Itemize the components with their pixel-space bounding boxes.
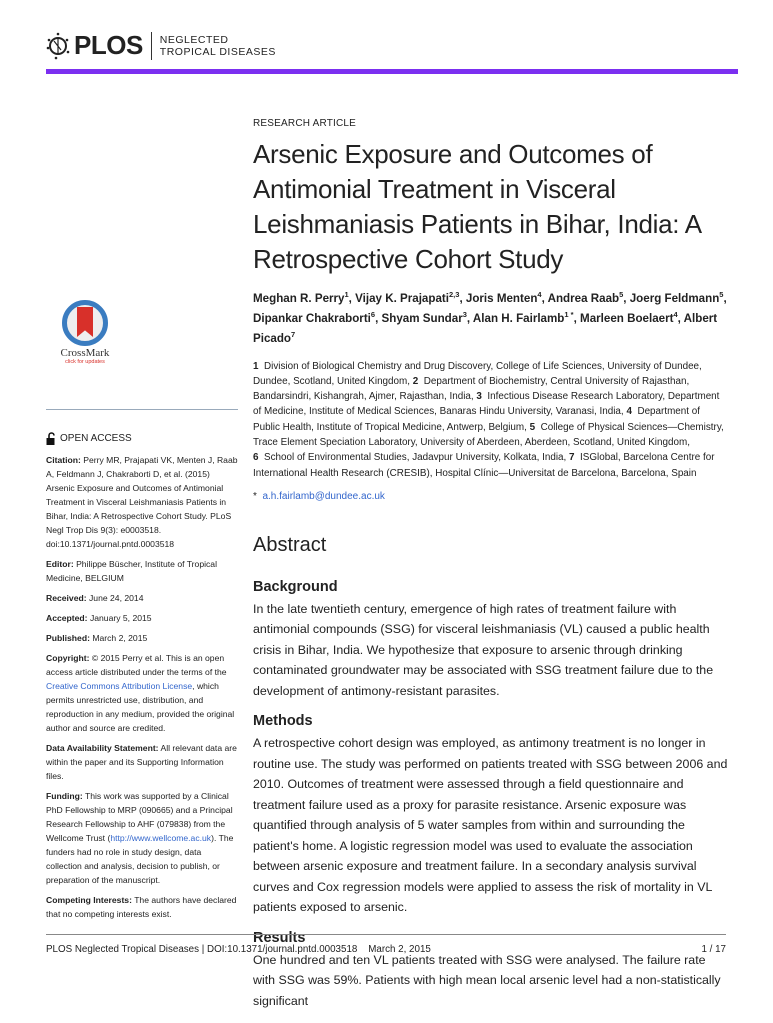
received [46, 591, 238, 605]
wellcome-link[interactable]: http://www.wellcome.ac.uk [110, 833, 212, 843]
author: Albert Picado [253, 311, 718, 345]
open-access-text: OPEN ACCESS [60, 433, 132, 444]
label: Published: [46, 633, 90, 643]
author: Alan H. Fairlamb [472, 311, 565, 325]
license-link[interactable]: Creative Commons Attribution License [46, 681, 193, 691]
value: March 2, 2015 [92, 633, 148, 643]
section-text: A retrospective cohort design was employed, as antimony treatment is no longer in routine use. The study was performed on patients treated with SSG between 2006 and 2010. Outcomes of treatment were assessed through a field questionnaire and treatment failure used as a proxy for parasite resistance. Arsenic exposure was quantified through analysis of 5 water samples from within and surrounding the patient's home. A logistic regression model was used to evaluate the association between arsenic exposure and treatment failure. In a secondary analysis survival curves and Cox regression models were applied to assess the risk of mortality in VL patients exposed to arsenic. [253, 736, 728, 915]
label: Funding: [46, 791, 83, 801]
crossmark-icon [62, 300, 108, 346]
author: Marleen Boelaert [580, 311, 674, 325]
article-main [253, 118, 728, 1023]
affiliation-number: 2 [412, 375, 419, 387]
author: Dipankar Chakraborti [253, 311, 371, 325]
section-heading: Results [253, 929, 306, 946]
label: Accepted: [46, 613, 88, 623]
page-footer [46, 934, 726, 955]
value: This work was supported by a Clinical PhD Fellowship to MRP (090665) and a Principal Research Fellowship to AHF (079838) from the Wellcome Trust ( [46, 791, 233, 843]
label: Data Availability Statement: [46, 743, 159, 753]
author-affiliation-mark: 2,3 [449, 290, 460, 299]
affiliation-number: 3 [476, 391, 482, 403]
competing-interests [46, 893, 238, 921]
affiliation-number: 4 [626, 406, 632, 418]
author: Joris Menten [465, 291, 538, 305]
affiliation-text: Division of Biological Chemistry and Drug Discovery, College of Life Sciences, University of Dundee, Dundee, Scotland, United Kingdom, [253, 360, 702, 387]
label: Editor: [46, 559, 74, 569]
section-heading: Background [253, 578, 338, 595]
author: Meghan R. Perry [253, 291, 345, 305]
value: Philippe Büscher, Institute of Tropical Medicine, BELGIUM [46, 559, 217, 583]
author: Andrea Raab [547, 291, 620, 305]
affiliation-text: College of Physical Sciences—Chemistry, Trace Element Speciation Laboratory, University of Aberdeen, Aberdeen, Scotland, United Kingdom, [253, 421, 724, 449]
value: , which permits unrestricted use, distribution, and reproduction in any medium, provided the original author and source are credited. [46, 681, 235, 733]
author-affiliation-mark: 1 * [564, 309, 574, 319]
data-availability [46, 741, 238, 783]
author-affiliation-mark: 1 [344, 290, 349, 299]
footer-citation: PLOS Neglected Tropical Diseases | DOI:10.1371/journal.pntd.0003518 March 2, 2015 [46, 944, 431, 955]
label: Citation: [46, 455, 81, 465]
open-access-label [46, 432, 238, 445]
affiliation-number: 6 [253, 452, 259, 464]
author-affiliation-mark: 7 [291, 329, 296, 339]
funding [46, 789, 238, 887]
author: Vijay K. Prajapati [355, 291, 449, 305]
affiliation-text: Department of Public Health, Institute of Tropical Medicine, Antwerp, Belgium, [253, 406, 701, 433]
section-text: One hundred and ten VL patients treated with SSG were analysed. The failure rate with SSG was 59%. Patients with high mean local arsenic level had a non-statistically significant [253, 952, 721, 1008]
author-affiliation-mark: 5 [619, 290, 624, 299]
affiliation-text: Department of Biochemistry, Central University of Rajasthan, Bandarsindri, Kishangrah, Ajmer, Rajasthan, India, [253, 375, 690, 403]
value: © 2015 Perry et al. This is an open access article distributed under the terms of the [46, 653, 227, 677]
affiliations [253, 359, 728, 481]
email-link[interactable]: a.h.fairlamb@dundee.ac.uk [262, 490, 385, 502]
affiliation-text: ISGlobal, Barcelona Centre for International Health Research (CRESIB), Hospital Clínic—Universitat de Barcelona, Barcelona, Spain [253, 452, 715, 479]
journal-name-line1: NEGLECTED [159, 33, 229, 46]
value: ). The funders had no role in study design, data collection and analysis, decision to publish, or preparation of the manuscript. [46, 833, 234, 885]
label: Received: [46, 593, 87, 603]
published [46, 631, 238, 645]
journal-name-line2: TROPICAL DISEASES [159, 45, 276, 58]
section-heading: Methods [253, 713, 313, 730]
author-list: Meghan R. Perry$^1$, Vijay K. Prajapati$^{2,3}$, Joris Menten$^4$, Andrea Raab$^5$, Joerg Feldmann$^5$, Dipankar Chakraborti$^6$, Shyam Sundar$^3$, Alan H. Fairlamb$^{1 *}$, Marleen Boelaert$^4$, Albert Picado$^7$ [253, 290, 727, 345]
editor [46, 557, 238, 585]
open-lock-icon [46, 432, 57, 445]
abstract-heading: Abstract [253, 533, 327, 556]
section-text: In the late twentieth century, emergence of high rates of treatment failure with antimonial compounds (SSG) for visceral leishmaniasis (VL) caused a public health crisis in Bihar, India. We hypothesize that exposure to arsenic through drinking contaminated groundwater may be associated with SSG treatment failure due to the development of antimony-resistant parasites. [253, 601, 714, 698]
author-affiliation-mark: 5 [719, 290, 724, 299]
label: Competing Interests: [46, 895, 132, 905]
value: The authors have declared that no competing interests exist. [46, 895, 237, 919]
author-affiliation-mark: 3 [462, 309, 467, 319]
email-mark: * [253, 490, 257, 502]
affiliation-number: 7 [569, 452, 575, 464]
article-type: RESEARCH ARTICLE [253, 118, 357, 129]
plos-globe-icon [46, 32, 70, 60]
citation [46, 453, 238, 551]
corresponding-email [253, 491, 728, 502]
plos-wordmark: PLOS [74, 30, 143, 60]
journal-name [160, 34, 276, 58]
author-affiliation-mark: 4 [537, 290, 542, 299]
header-accent-bar [46, 69, 738, 74]
article-title: Arsenic Exposure and Outcomes of Antimonial Treatment in Visceral Leishmaniasis Patients in Bihar, India: A Retrospective Cohort Study [253, 139, 701, 274]
journal-logo[interactable] [46, 30, 276, 61]
author: Shyam Sundar [381, 311, 463, 325]
affiliation-number: 5 [529, 421, 536, 433]
label: Copyright: [46, 653, 90, 663]
value: Perry MR, Prajapati VK, Menten J, Raab A, Feldmann J, Chakraborti D, et al. (2015) Arsenic Exposure and Outcomes of Antimonial Treatment in Visceral Leishmaniasis Patients in Bihar, India: A Retrospective Cohort Study. PLoS Negl Trop Dis 9(3): e0003518. doi:10.1371/journal.pntd.0003518 [46, 455, 238, 549]
author: Joerg Feldmann [629, 291, 720, 305]
accepted [46, 611, 238, 625]
affiliation-text: Infectious Disease Research Laboratory, Department of Medicine, Institute of Medical Sciences, Banaras Hindu University, Varanasi, India, [253, 391, 720, 418]
sidebar-divider [46, 409, 238, 410]
affiliation-number: 1 [253, 360, 259, 372]
copyright [46, 651, 238, 735]
logo-divider [151, 32, 152, 60]
crossmark-sublabel: click for updates [65, 359, 105, 365]
value: All relevant data are within the paper and its Supporting Information files. [46, 743, 237, 781]
page-number: 1 / 17 [701, 944, 726, 955]
value: January 5, 2015 [89, 613, 152, 623]
author-affiliation-mark: 4 [673, 309, 678, 319]
crossmark-badge[interactable] [50, 300, 120, 365]
value: June 24, 2014 [89, 593, 144, 603]
affiliation-text: School of Environmental Studies, Jadavpur University, Kolkata, India, [264, 452, 567, 464]
author-affiliation-mark: 6 [370, 309, 376, 319]
crossmark-label: CrossMark [60, 347, 110, 359]
sidebar [46, 300, 238, 927]
